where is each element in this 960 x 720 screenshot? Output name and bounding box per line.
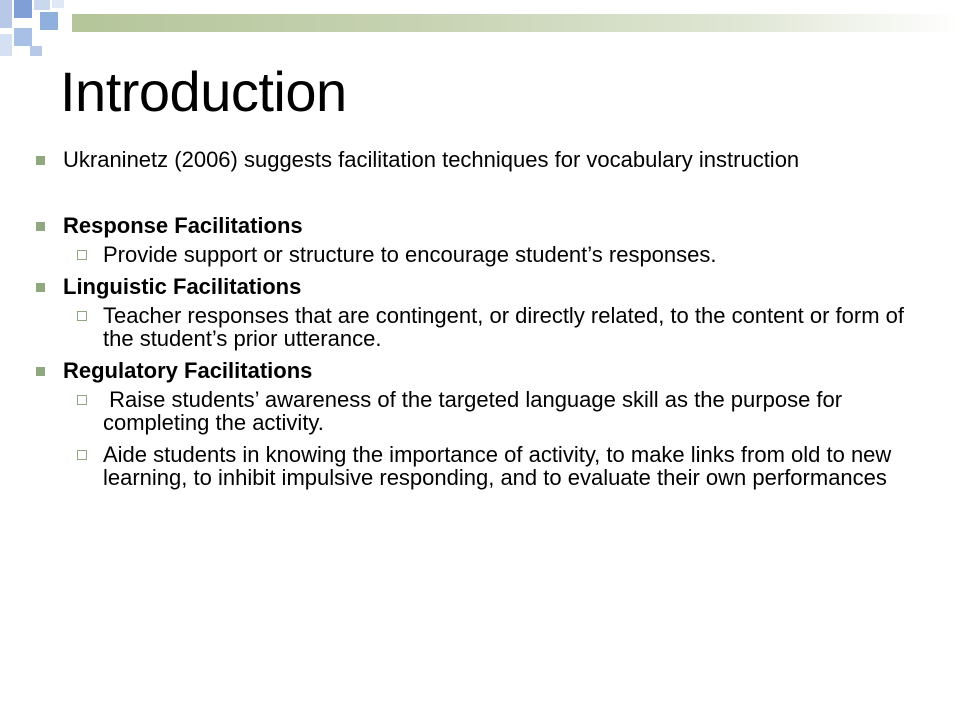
sub-bullet-item: [36, 243, 916, 266]
square-bullet-icon: [36, 367, 45, 376]
slide-title: Introduction: [60, 60, 347, 123]
decor-square: [34, 0, 50, 10]
sub-bullet-text: Provide support or structure to encourage student’s responses.: [103, 242, 717, 267]
sub-bullet-item: [36, 443, 916, 489]
bullet-text: Linguistic Facilitations: [63, 274, 302, 299]
slide-body: [36, 148, 916, 489]
hollow-square-bullet-icon: [77, 311, 87, 321]
decor-square: [14, 28, 32, 46]
bullet-item-heading: [36, 214, 916, 237]
square-bullet-icon: [36, 156, 45, 165]
bullet-item-heading: [36, 275, 916, 298]
bullet-text: Response Facilitations: [63, 213, 303, 238]
decor-square: [52, 0, 64, 8]
hollow-square-bullet-icon: [77, 450, 87, 460]
sub-bullet-item: [36, 388, 916, 434]
square-bullet-icon: [36, 283, 45, 292]
bullet-text: Regulatory Facilitations: [63, 358, 313, 383]
bullet-item-heading: [36, 359, 916, 382]
decor-square: [30, 46, 42, 56]
bullet-item: [36, 148, 916, 171]
decor-square: [40, 12, 58, 30]
sub-bullet-text: Raise students’ awareness of the targeted language skill as the purpose for completing the activity.: [103, 387, 849, 435]
hollow-square-bullet-icon: [77, 250, 87, 260]
square-bullet-icon: [36, 222, 45, 231]
sub-bullet-item: [36, 304, 916, 350]
decor-square: [14, 0, 32, 18]
bullet-text: Ukraninetz (2006) suggests facilitation techniques for vocabulary instruction: [63, 147, 800, 172]
header-gradient-bar: [72, 14, 960, 32]
decor-square: [0, 34, 12, 56]
hollow-square-bullet-icon: [77, 395, 87, 405]
decor-square: [0, 0, 12, 28]
sub-bullet-text: Aide students in knowing the importance of activity, to make links from old to new learning, to inhibit impulsive responding, and to evaluate their own performances: [103, 442, 892, 490]
sub-bullet-text: Teacher responses that are contingent, or directly related, to the content or form of the student’s prior utterance.: [103, 303, 904, 351]
